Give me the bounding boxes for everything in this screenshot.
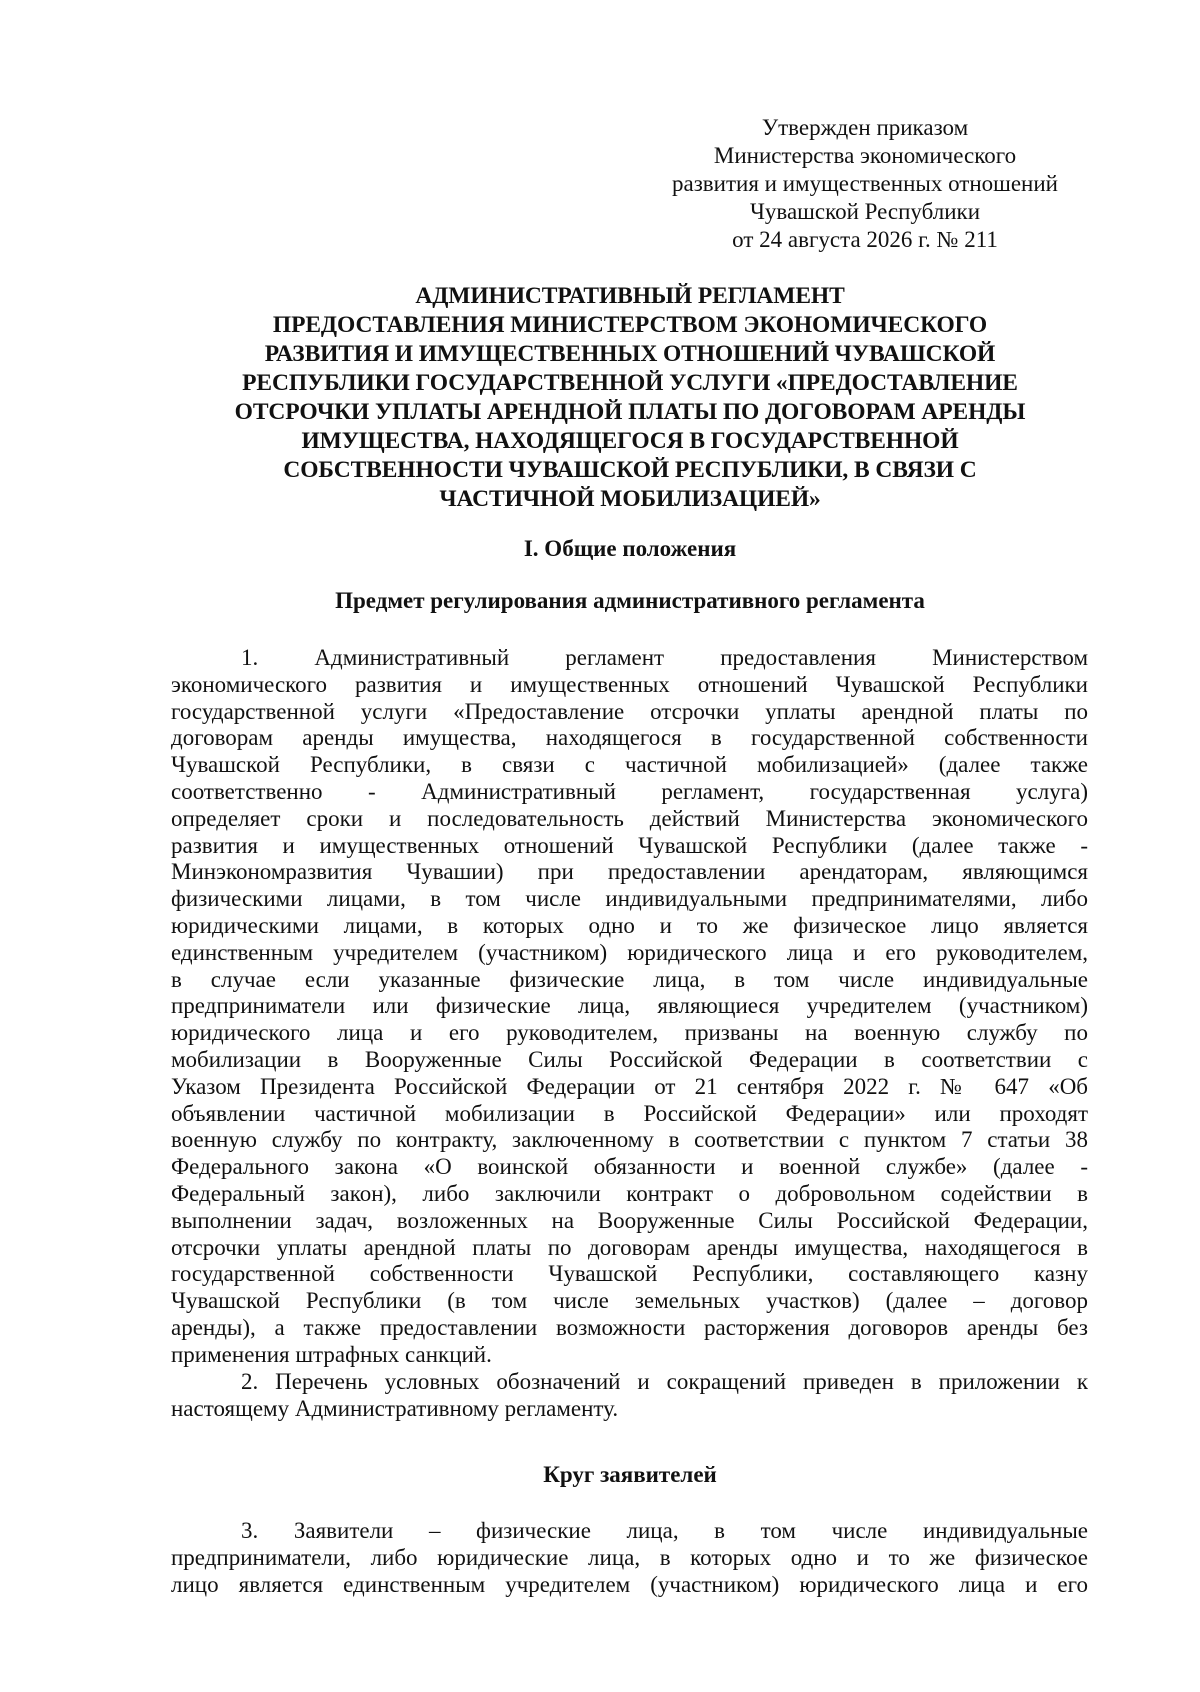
text-line: единственным учредителем (участником) юридического лица и его руководителем, (171, 939, 1088, 965)
approval-stamp (645, 114, 1085, 254)
text-line: государственной собственности Чувашской Республики, составляющего казну (171, 1261, 1088, 1287)
text-line: Чувашской Республики, в связи с частичной мобилизацией» (далее также (171, 752, 1088, 778)
text-line: отсрочки уплаты арендной платы по договорам аренды имущества, находящегося в (171, 1234, 1088, 1260)
text-line: лицо является единственным учредителем (участником) юридического лица и его (171, 1571, 1088, 1597)
text-line: предприниматели или физические лица, являющиеся учредителем (участником) (171, 993, 1088, 1019)
title-line: ИМУЩЕСТВА, НАХОДЯЩЕГОСЯ В ГОСУДАРСТВЕННОЙ (301, 428, 959, 454)
text-line: определяет сроки и последовательность действий Министерства экономического (171, 805, 1088, 831)
approval-line: Министерства экономического (713, 143, 1017, 168)
text-line: настоящему Административному регламенту. (171, 1395, 619, 1421)
approval-line: Утвержден приказом (761, 115, 969, 140)
title-line: АДМИНИСТРАТИВНЫЙ РЕГЛАМЕНТ (415, 283, 845, 309)
text-line: 2. Перечень условных обозначений и сокращений приведен в приложении к (241, 1369, 1088, 1394)
title-line: ПРЕДОСТАВЛЕНИЯ МИНИСТЕРСТВОМ ЭКОНОМИЧЕСКОГО (272, 312, 988, 338)
text-line: 1. Административный регламент предоставления Министерством (241, 645, 1088, 670)
approval-line: развития и имущественных отношений (672, 171, 1058, 196)
text-line: юридическими лицами, в которых одно и то же физическое лицо является (171, 912, 1088, 938)
paragraph-1 (171, 645, 1088, 1369)
text-line: предприниматели, либо юридические лица, в которых одно и то же физическое (171, 1544, 1088, 1570)
paragraph-3 (171, 1518, 1088, 1598)
paragraph-2 (171, 1369, 1088, 1423)
text-line: государственной услуги «Предоставление отсрочки уплаты арендной платы по (171, 698, 1088, 724)
text-line: Минэкономразвития Чувашии) при предоставлении арендаторам, являющимся (171, 859, 1088, 885)
text-line: физическими лицами, в том числе индивидуальными предпринимателями, либо (171, 886, 1088, 912)
text-line: Федерального закона «О воинской обязанности и военной службе» (далее - (171, 1154, 1088, 1180)
title-line: РЕСПУБЛИКИ ГОСУДАРСТВЕННОЙ УСЛУГИ «ПРЕДОСТАВЛЕНИЕ (242, 370, 1018, 396)
section-heading: Круг заявителей (543, 1462, 717, 1487)
section-subheading: Предмет регулирования административного регламента (335, 588, 925, 613)
text-line: соответственно - Административный регламент, государственная услуга) (171, 778, 1088, 804)
text-line: объявлении частичной мобилизации в Российской Федерации» или проходят (171, 1100, 1088, 1126)
text-line: мобилизации в Вооруженные Силы Российской Федерации в соответствии с (171, 1046, 1088, 1072)
approval-line: Чувашской Республики (749, 199, 981, 224)
title-line: ЧАСТИЧНОЙ МОБИЛИЗАЦИЕЙ» (439, 486, 821, 512)
document-title (170, 282, 1090, 514)
text-line: выполнении задач, возложенных на Вооруженные Силы Российской Федерации, (171, 1207, 1088, 1233)
text-line: Чувашской Республики (в том числе земельных участков) (далее – договор (171, 1288, 1088, 1314)
text-line: аренды), а также предоставлении возможности расторжения договоров аренды без (171, 1314, 1088, 1340)
text-line: в случае если указанные физические лица, в том числе индивидуальные (171, 966, 1088, 992)
text-line: Федеральный закон), либо заключили контракт о добровольном содействии в (171, 1180, 1088, 1206)
text-line: военную службу по контракту, заключенному в соответствии с пунктом 7 статьи 38 (171, 1127, 1088, 1153)
text-line: развития и имущественных отношений Чувашской Республики (далее также - (171, 832, 1088, 858)
title-line: СОБСТВЕННОСТИ ЧУВАШСКОЙ РЕСПУБЛИКИ, В СВЯЗИ С (283, 457, 977, 483)
title-line: РАЗВИТИЯ И ИМУЩЕСТВЕННЫХ ОТНОШЕНИЙ ЧУВАШСКОЙ (264, 341, 996, 367)
text-line: применения штрафных санкций. (171, 1341, 492, 1367)
text-line: юридического лица и его руководителем, призваны на военную службу по (171, 1020, 1088, 1046)
title-line: ОТСРОЧКИ УПЛАТЫ АРЕНДНОЙ ПЛАТЫ ПО ДОГОВОРАМ АРЕНДЫ (234, 399, 1026, 425)
text-line: 3. Заявители – физические лица, в том числе индивидуальные (241, 1518, 1088, 1543)
text-line: экономического развития и имущественных отношений Чувашской Республики (171, 671, 1088, 697)
text-line: договорам аренды имущества, находящегося в государственной собственности (171, 725, 1088, 751)
approval-line: от 24 августа 2026 г. № 211 (732, 227, 998, 252)
section-heading: I. Общие положения (523, 536, 737, 561)
text-line: Указом Президента Российской Федерации от 21 сентября 2022 г. № 647 «Об (171, 1073, 1088, 1099)
